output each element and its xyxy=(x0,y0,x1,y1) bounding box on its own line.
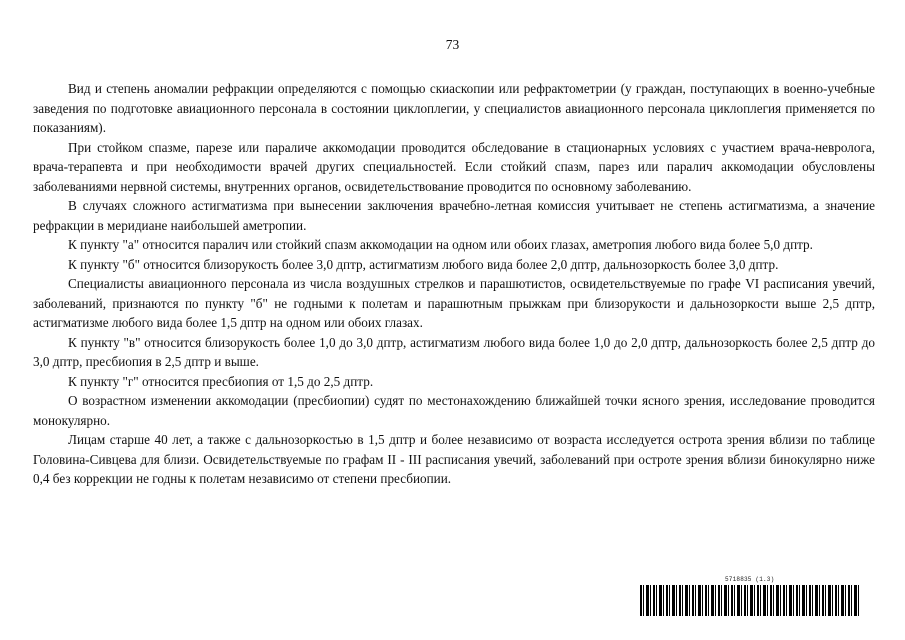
paragraph: К пункту "а" относится паралич или стойкий спазм аккомодации на одном или обоих глазах, аметропия любого вида более 5,0 дптр. xyxy=(68,237,813,252)
paragraph: Специалисты авиационного персонала из числа воздушных стрелков и парашютистов, освидетельствуемые по графе VI расписания увечий, заболеваний, признаются по пункту "б" не годными к полетам и парашютным прыжкам при близорукости и дальнозоркости выше 2,5 дптр, астигматизме любого вида более 1,5 дптр на одном или обоих глазах. xyxy=(33,276,875,330)
paragraph: К пункту "б" относится близорукость более 3,0 дптр, астигматизм любого вида более 2,0 дптр, дальнозоркость более 3,0 дптр. xyxy=(68,256,779,272)
barcode-block xyxy=(640,576,860,620)
barcode-caption: 5718835 (1.3) xyxy=(725,576,775,583)
paragraph: К пункту "г" относится пресбиопия от 1,5 до 2,5 дптр. xyxy=(68,373,374,389)
paragraph: О возрастном изменении аккомодации (пресбиопии) судят по местонахождению ближайшей точки ясного зрения, исследование проводится монокулярно. xyxy=(33,393,875,428)
paragraph: В случаях сложного астигматизма при вынесении заключения врачебно-летная комиссия учитывает не степень астигматизма, а значение рефракции в меридиане наибольшей аметропии. xyxy=(33,198,875,233)
paragraph: К пункту "в" относится близорукость более 1,0 до 3,0 дптр, астигматизм любого вида более 1,0 до 2,0 дптр, дальнозоркость более 2,5 дптр до 3,0 дптр, пресбиопия в 2,5 дптр и выше. xyxy=(33,334,875,369)
paragraph: При стойком спазме, парезе или параличе аккомодации проводится обследование в стационарных условиях с участием врача-невролога, врача-терапевта и при необходимости врачей других специальностей. Если стойкий спазм, парез или паралич аккомодации обусловлены заболеваниями нервной системы, внутренних органов, освидетельствование проводится по основному заболеванию. xyxy=(33,139,875,194)
paragraph: Вид и степень аномалии рефракции определяются с помощью скиаскопии или рефрактометрии (у граждан, поступающих в военно-учебные заведения по подготовке авиационного персонала в состоянии циклоплегии, у специалистов авиационного персонала циклоплегия применяется по показаниям). xyxy=(33,81,875,135)
paragraph: Лицам старше 40 лет, а также с дальнозоркостью в 1,5 дптр и более независимо от возраста исследуется острота зрения вблизи по таблице Головина-Сивцева для близи. Освидетельствуемые по графам II - III расписания увечий, заболеваний при остроте зрения вблизи бинокулярно ниже 0,4 без коррекции не годны к полетам независимо от степени пресбиопии. xyxy=(33,432,875,486)
barcode-icon xyxy=(640,585,860,616)
page-number: 73 xyxy=(445,37,460,52)
document-body xyxy=(33,79,875,489)
